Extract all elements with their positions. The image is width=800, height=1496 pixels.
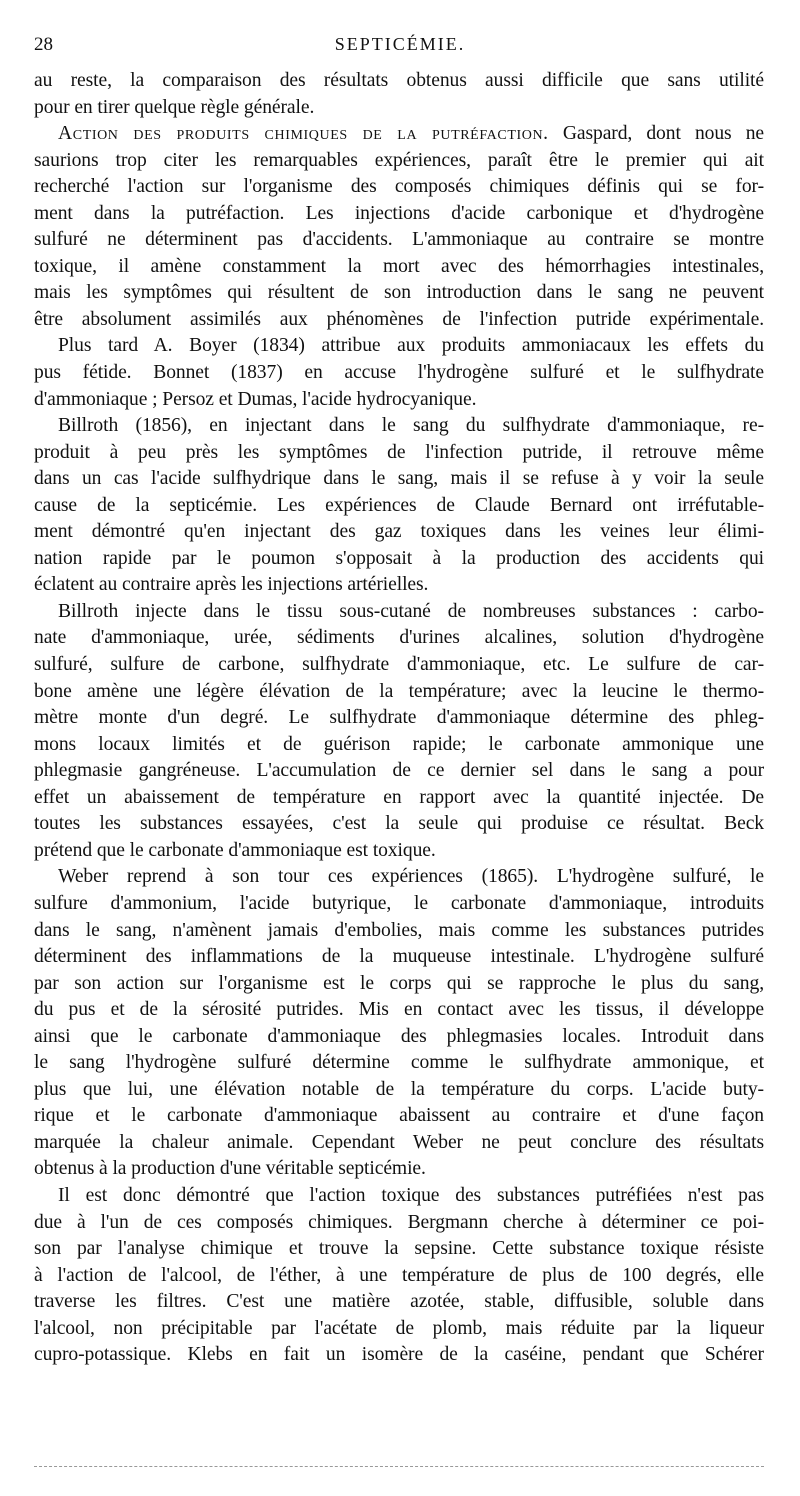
text-line: cause de la septicémie. Les expériences de Claude Bernard ont irréfutable- [34,494,764,516]
text-line: prétend que le carbonate d'ammoniaque est toxique. [34,839,436,861]
text-line: déterminent des inflammations de la muqueuse intestinale. L'hydrogène sulfuré [34,946,764,968]
text-line: obtenus à la production d'une véritable septicémie. [34,1158,426,1180]
text-line: mons locaux limités et de guérison rapide; le carbonate ammonique une [34,733,764,755]
text-line: à l'action de l'alcool, de l'éther, à une température de plus de 100 degrés, elle [34,1264,764,1286]
text-line: ment dans la putréfaction. Les injections d'acide carbonique et d'hydrogène [34,202,764,224]
bottom-rule [34,1466,764,1467]
text-line: au reste, la comparaison des résultats obtenus aussi difficile que sans utilité [34,70,764,91]
body-text [34,68,764,1369]
text-line: pour en tirer quelque règle générale. [34,96,315,118]
text-line: cupro-potassique. Klebs en fait un isomère de la caséine, pendant que Schérer [34,1344,764,1366]
text-line [34,121,764,148]
text-line: toutes les substances essayées, c'est la seule qui produise ce résultat. Beck [34,813,764,835]
text-line: Weber reprend à son tour ces expériences (1865). L'hydrogène sulfuré, le [58,866,764,888]
text-line: sulfure d'ammonium, l'acide butyrique, le carbonate d'ammoniaque, introduits [34,892,764,914]
text-line: Plus tard A. Boyer (1834) attribue aux produits ammoniacaux les effets du [58,335,764,357]
text-line-rest: Gaspard, dont nous ne [562,123,764,145]
text-line: le sang l'hydrogène sulfuré détermine comme le sulfhydrate ammonique, et [34,1052,764,1074]
text-line: éclatent au contraire après les injections artérielles. [34,574,429,596]
text-line: par son action sur l'organisme est le corps qui se rapproche le plus du sang, [34,972,764,994]
text-line: phlegmasie gangréneuse. L'accumulation de ce dernier sel dans le sang a pour [34,760,764,782]
text-line: sulfuré, sulfure de carbone, sulfhydrate d'ammoniaque, etc. Le sulfure de car- [34,654,764,676]
text-line: traverse les filtres. C'est une matière azotée, stable, diffusible, soluble dans [34,1291,764,1313]
text-line: produit à peu près les symptômes de l'infection putride, il retrouve même [34,441,764,463]
text-line: recherché l'action sur l'organisme des composés chimiques définis qui se for- [34,176,764,198]
text-line: dans un cas l'acide sulfhydrique dans le sang, mais il se refuse à y voir la seule [34,468,764,490]
text-line: d'ammoniaque ; Persoz et Dumas, l'acide hydrocyanique. [34,388,477,410]
text-line: Billroth (1856), en injectant dans le sang du sulfhydrate d'ammoniaque, re- [58,415,764,437]
text-line: être absolument assimilés aux phénomènes de l'infection putride expérimentale. [34,308,764,330]
text-line: sulfuré ne déterminent pas d'accidents. L'ammoniaque au contraire se montre [34,229,764,251]
text-line: rique et le carbonate d'ammoniaque abaissent au contraire et d'une façon [34,1105,764,1127]
text-line: mais les symptômes qui résultent de son introduction dans le sang ne peuvent [34,282,764,304]
text-line: nate d'ammoniaque, urée, sédiments d'urines alcalines, solution d'hydrogène [34,627,764,649]
text-line: Il est donc démontré que l'action toxique des substances putréfiées n'est pas [58,1184,764,1206]
text-line: plus que lui, une élévation notable de la température du corps. L'acide buty- [34,1078,764,1100]
text-line: pus fétide. Bonnet (1837) en accuse l'hydrogène sulfuré et le sulfhydrate [34,362,764,384]
text-line: mètre monte d'un degré. Le sulfhydrate d'ammoniaque détermine des phleg- [34,707,764,729]
page-header [0,34,800,58]
text-line: toxique, il amène constamment la mort avec des hémorrhagies intestinales, [34,255,764,277]
page-number: 28 [34,34,53,55]
text-line: ainsi que le carbonate d'ammoniaque des phlegmasies locales. Introduit dans [34,1025,764,1047]
text-line: bone amène une légère élévation de la température; avec la leucine le thermo- [34,680,764,702]
text-line: Billroth injecte dans le tissu sous-cutané de nombreuses substances : carbo- [58,600,764,622]
text-line: dans le sang, n'amènent jamais d'embolies, mais comme les substances putrides [34,919,764,941]
text-line: l'alcool, non précipitable par l'acétate de plomb, mais réduite par la liqueur [34,1317,764,1339]
text-line: son par l'analyse chimique et trouve la sepsine. Cette substance toxique résiste [34,1238,764,1260]
text-line: saurions trop citer les remarquables expériences, paraît être le premier qui ait [34,149,764,171]
text-line: effet un abaissement de température en rapport avec la quantité injectée. De [34,786,764,808]
running-title: SEPTICÉMIE. [334,34,466,54]
text-line: marquée la chaleur animale. Cependant Weber ne peut conclure des résultats [34,1131,764,1153]
text-line: ment démontré qu'en injectant des gaz toxiques dans les veines leur élimi- [34,521,764,543]
text-line: nation rapide par le poumon s'opposait à la production des accidents qui [34,547,764,569]
text-line: du pus et de la sérosité putrides. Mis en contact avec les tissus, il développe [34,999,764,1021]
section-heading: Action des produits chimiques de la putréfaction. [58,123,549,145]
text-line: due à l'un de ces composés chimiques. Bergmann cherche à déterminer ce poi- [34,1211,764,1233]
